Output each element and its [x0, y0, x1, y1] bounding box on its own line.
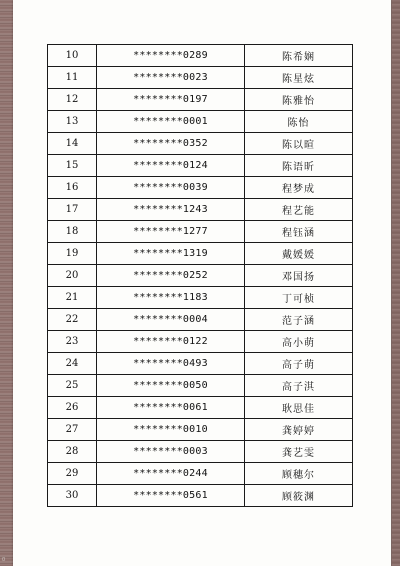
- row-number-cell: 16: [48, 177, 97, 199]
- table-row: [48, 133, 353, 155]
- masked-id-cell: ********0289: [97, 45, 245, 67]
- table-row: [48, 67, 353, 89]
- name-cell: 顾穗尔: [245, 463, 353, 485]
- name-cell: 范子涵: [245, 309, 353, 331]
- masked-id-cell: ********0023: [97, 67, 245, 89]
- row-number-cell: 21: [48, 287, 97, 309]
- row-number-cell: 24: [48, 353, 97, 375]
- row-number-cell: 14: [48, 133, 97, 155]
- table-row: [48, 45, 353, 67]
- name-cell: 陈雅怡: [245, 89, 353, 111]
- table-row: [48, 441, 353, 463]
- table-row: [48, 331, 353, 353]
- table-row: [48, 463, 353, 485]
- row-number-cell: 10: [48, 45, 97, 67]
- table-row: [48, 419, 353, 441]
- row-number-cell: 26: [48, 397, 97, 419]
- name-cell: 龚婷婷: [245, 419, 353, 441]
- masked-id-cell: ********0001: [97, 111, 245, 133]
- row-number-cell: 12: [48, 89, 97, 111]
- row-number-cell: 27: [48, 419, 97, 441]
- corner-mark: 0: [2, 557, 6, 563]
- row-number-cell: 13: [48, 111, 97, 133]
- name-cell: 陈怡: [245, 111, 353, 133]
- name-cell: 陈语昕: [245, 155, 353, 177]
- row-number-cell: 17: [48, 199, 97, 221]
- name-cell: 顾筱渊: [245, 485, 353, 507]
- roster-table: [47, 44, 353, 507]
- masked-id-cell: ********0050: [97, 375, 245, 397]
- scan-edge-right: [392, 0, 400, 566]
- table-row: [48, 353, 353, 375]
- row-number-cell: 18: [48, 221, 97, 243]
- masked-id-cell: ********0244: [97, 463, 245, 485]
- table-row: [48, 221, 353, 243]
- masked-id-cell: ********1183: [97, 287, 245, 309]
- name-cell: 邓国扬: [245, 265, 353, 287]
- masked-id-cell: ********1243: [97, 199, 245, 221]
- table-row: [48, 155, 353, 177]
- name-cell: 高子萌: [245, 353, 353, 375]
- row-number-cell: 15: [48, 155, 97, 177]
- table-row: [48, 397, 353, 419]
- name-cell: 陈希娴: [245, 45, 353, 67]
- masked-id-cell: ********0004: [97, 309, 245, 331]
- table-row: [48, 485, 353, 507]
- row-number-cell: 29: [48, 463, 97, 485]
- name-cell: 高子淇: [245, 375, 353, 397]
- name-cell: 程梦成: [245, 177, 353, 199]
- table-row: [48, 287, 353, 309]
- table-row: [48, 199, 353, 221]
- name-cell: 龚艺雯: [245, 441, 353, 463]
- row-number-cell: 30: [48, 485, 97, 507]
- name-cell: 丁可桢: [245, 287, 353, 309]
- masked-id-cell: ********0561: [97, 485, 245, 507]
- table-row: [48, 265, 353, 287]
- table-row: [48, 309, 353, 331]
- masked-id-cell: ********0352: [97, 133, 245, 155]
- table-row: [48, 89, 353, 111]
- masked-id-cell: ********0124: [97, 155, 245, 177]
- masked-id-cell: ********0197: [97, 89, 245, 111]
- row-number-cell: 22: [48, 309, 97, 331]
- masked-id-cell: ********0003: [97, 441, 245, 463]
- table-row: [48, 243, 353, 265]
- row-number-cell: 25: [48, 375, 97, 397]
- name-cell: 高小萌: [245, 331, 353, 353]
- row-number-cell: 23: [48, 331, 97, 353]
- name-cell: 陈星炫: [245, 67, 353, 89]
- masked-id-cell: ********0493: [97, 353, 245, 375]
- table-row: [48, 375, 353, 397]
- masked-id-cell: ********1319: [97, 243, 245, 265]
- masked-id-cell: ********0252: [97, 265, 245, 287]
- name-cell: 陈以暄: [245, 133, 353, 155]
- row-number-cell: 20: [48, 265, 97, 287]
- name-cell: 程钰涵: [245, 221, 353, 243]
- name-cell: 程艺能: [245, 199, 353, 221]
- table-row: [48, 111, 353, 133]
- masked-id-cell: ********0039: [97, 177, 245, 199]
- name-cell: 戴媛媛: [245, 243, 353, 265]
- table-row: [48, 177, 353, 199]
- masked-id-cell: ********0122: [97, 331, 245, 353]
- row-number-cell: 28: [48, 441, 97, 463]
- roster-table-body: [48, 45, 353, 507]
- name-cell: 耿思佳: [245, 397, 353, 419]
- scan-edge-left: [0, 0, 14, 566]
- masked-id-cell: ********0061: [97, 397, 245, 419]
- masked-id-cell: ********0010: [97, 419, 245, 441]
- row-number-cell: 11: [48, 67, 97, 89]
- row-number-cell: 19: [48, 243, 97, 265]
- masked-id-cell: ********1277: [97, 221, 245, 243]
